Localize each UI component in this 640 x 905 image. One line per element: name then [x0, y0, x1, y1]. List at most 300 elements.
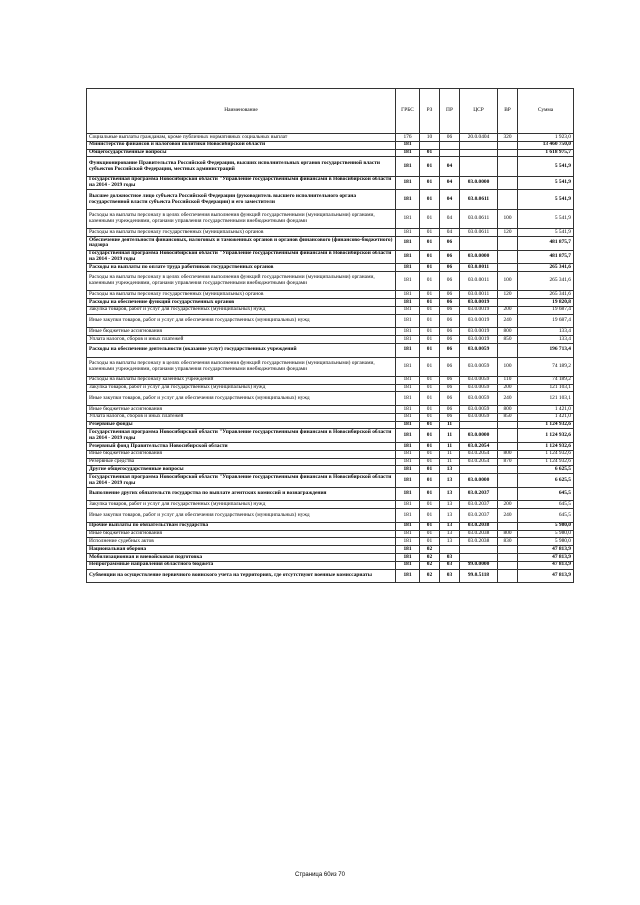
- table-row: [87, 190, 574, 209]
- cell-rz: 01: [420, 450, 440, 458]
- cell-sum: 5 980,0: [518, 522, 574, 530]
- cell-pr: 13: [440, 509, 460, 523]
- cell-vr: [498, 264, 518, 272]
- cell-vr: [498, 149, 518, 157]
- cell-sum: 47 813,9: [518, 546, 574, 554]
- cell-pr: 11: [440, 443, 460, 451]
- cell-sum: 121 103,1: [518, 384, 574, 392]
- table-row: [87, 554, 574, 562]
- cell-sum: 1 124 932,6: [518, 450, 574, 458]
- cell-csr: 03.0.0000: [460, 429, 498, 443]
- cell-sum: 133,4: [518, 328, 574, 336]
- cell-rz: 01: [420, 522, 440, 530]
- cell-vr: [498, 443, 518, 451]
- cell-rz: 01: [420, 487, 440, 501]
- cell-rz: 01: [420, 343, 440, 357]
- cell-vr: 320: [498, 134, 518, 142]
- cell-name: Иные бюджетные ассигнования: [87, 530, 396, 538]
- cell-vr: [498, 546, 518, 554]
- cell-grbs: 181: [396, 328, 420, 336]
- cell-vr: [498, 190, 518, 209]
- cell-pr: 13: [440, 466, 460, 474]
- header-grbs: ГРБС: [396, 89, 420, 134]
- cell-rz: 01: [420, 291, 440, 299]
- cell-grbs: 181: [396, 271, 420, 290]
- cell-vr: 850: [498, 336, 518, 344]
- cell-grbs: 181: [396, 466, 420, 474]
- cell-grbs: 181: [396, 522, 420, 530]
- cell-grbs: 181: [396, 149, 420, 157]
- cell-vr: 800: [498, 530, 518, 538]
- cell-grbs: 181: [396, 421, 420, 429]
- cell-csr: 03.0.0011: [460, 291, 498, 299]
- table-row: [87, 450, 574, 458]
- cell-rz: 01: [420, 271, 440, 290]
- cell-grbs: 181: [396, 392, 420, 406]
- cell-sum: 196 713,4: [518, 343, 574, 357]
- cell-vr: [498, 429, 518, 443]
- cell-name: Иные бюджетные ассигнования: [87, 406, 396, 414]
- cell-rz: 01: [420, 149, 440, 157]
- cell-sum: 47 813,9: [518, 561, 574, 569]
- cell-grbs: 181: [396, 157, 420, 176]
- cell-csr: 03.0.2037: [460, 501, 498, 509]
- cell-name: Высшее должностное лицо субъекта Российской Федерации (руководитель высшего исполнительного органа государственной власти субъекта Российской Федерации) и его заместители: [87, 190, 396, 209]
- cell-sum: 19 687,4: [518, 314, 574, 328]
- table-row: [87, 209, 574, 228]
- table-row: [87, 413, 574, 421]
- table-row: [87, 357, 574, 376]
- cell-csr: 03.0.0019: [460, 306, 498, 314]
- cell-vr: [498, 343, 518, 357]
- cell-rz: 01: [420, 229, 440, 237]
- cell-name: Государственная программа Новосибирской области "Управление государственными финансами в Новосибирской области на 2014 - 2019 годы: [87, 176, 396, 190]
- cell-sum: 1 124 932,6: [518, 429, 574, 443]
- cell-pr: 06: [440, 357, 460, 376]
- cell-pr: 04: [440, 157, 460, 176]
- cell-name: Закупка товаров, работ и услуг для государственных (муниципальных) нужд: [87, 501, 396, 509]
- cell-pr: 13: [440, 522, 460, 530]
- cell-pr: 06: [440, 384, 460, 392]
- cell-name: Непрограммные направления областного бюджета: [87, 561, 396, 569]
- cell-csr: 03.0.0059: [460, 392, 498, 406]
- cell-grbs: 176: [396, 134, 420, 142]
- cell-vr: 800: [498, 328, 518, 336]
- cell-pr: 06: [440, 291, 460, 299]
- cell-pr: 13: [440, 501, 460, 509]
- cell-vr: [498, 554, 518, 562]
- cell-pr: 06: [440, 336, 460, 344]
- cell-rz: 01: [420, 429, 440, 443]
- cell-rz: 01: [420, 392, 440, 406]
- cell-csr: [460, 546, 498, 554]
- cell-grbs: 181: [396, 250, 420, 264]
- cell-csr: 03.0.0011: [460, 264, 498, 272]
- cell-rz: 01: [420, 406, 440, 414]
- table-body: [87, 134, 574, 583]
- cell-rz: 01: [420, 384, 440, 392]
- cell-csr: 03.0.0059: [460, 384, 498, 392]
- cell-vr: [498, 176, 518, 190]
- cell-csr: [460, 554, 498, 562]
- cell-pr: 04: [440, 229, 460, 237]
- cell-grbs: 181: [396, 458, 420, 466]
- header-name: Наименование: [87, 89, 396, 134]
- cell-pr: 06: [440, 314, 460, 328]
- cell-rz: 01: [420, 501, 440, 509]
- table-row: [87, 236, 574, 250]
- cell-csr: 20.0.0404: [460, 134, 498, 142]
- cell-sum: 6 625,5: [518, 466, 574, 474]
- header-vr: ВР: [498, 89, 518, 134]
- cell-sum: 121 103,1: [518, 392, 574, 406]
- cell-sum: 265 341,6: [518, 291, 574, 299]
- cell-pr: 06: [440, 134, 460, 142]
- cell-csr: 03.0.2037: [460, 509, 498, 523]
- cell-name: Резервный фонд Правительства Новосибирской области: [87, 443, 396, 451]
- cell-pr: 06: [440, 343, 460, 357]
- header-rz: РЗ: [420, 89, 440, 134]
- cell-sum: 6 625,5: [518, 474, 574, 488]
- cell-grbs: 181: [396, 546, 420, 554]
- cell-grbs: 181: [396, 429, 420, 443]
- cell-name: Прочие выплаты по обязательствам государства: [87, 522, 396, 530]
- cell-rz: 01: [420, 306, 440, 314]
- cell-name: Субвенции на осуществление первичного воинского учета на территориях, где отсутствуют военные комиссариаты: [87, 569, 396, 583]
- table-row: [87, 229, 574, 237]
- cell-rz: 01: [420, 299, 440, 307]
- table-row: [87, 149, 574, 157]
- cell-pr: 11: [440, 421, 460, 429]
- cell-name: Уплата налогов, сборов и иных платежей: [87, 336, 396, 344]
- cell-vr: 120: [498, 291, 518, 299]
- cell-vr: 100: [498, 271, 518, 290]
- cell-pr: 06: [440, 271, 460, 290]
- cell-name: Иные закупки товаров, работ и услуг для обеспечения государственных (муниципальных) нужд: [87, 314, 396, 328]
- cell-vr: 240: [498, 392, 518, 406]
- cell-name: Уплата налогов, сборов и иных платежей: [87, 413, 396, 421]
- table-row: [87, 538, 574, 546]
- cell-vr: 800: [498, 450, 518, 458]
- cell-grbs: 181: [396, 229, 420, 237]
- cell-grbs: 181: [396, 376, 420, 384]
- cell-sum: 74 189,2: [518, 357, 574, 376]
- cell-csr: [460, 236, 498, 250]
- cell-rz: 01: [420, 176, 440, 190]
- cell-rz: 01: [420, 538, 440, 546]
- cell-csr: 03.0.0059: [460, 376, 498, 384]
- table-row: [87, 176, 574, 190]
- table-row: [87, 157, 574, 176]
- cell-csr: 03.0.0611: [460, 229, 498, 237]
- table-row: [87, 421, 574, 429]
- table-row: [87, 569, 574, 583]
- cell-sum: 19 687,4: [518, 306, 574, 314]
- cell-rz: 02: [420, 554, 440, 562]
- cell-name: Социальные выплаты гражданам, кроме публичных нормативных социальных выплат: [87, 134, 396, 142]
- cell-sum: 5 541,9: [518, 209, 574, 228]
- cell-csr: [460, 421, 498, 429]
- cell-vr: [498, 299, 518, 307]
- cell-sum: 47 813,9: [518, 554, 574, 562]
- cell-pr: 06: [440, 406, 460, 414]
- cell-vr: [498, 569, 518, 583]
- cell-name: Закупка товаров, работ и услуг для государственных (муниципальных) нужд: [87, 384, 396, 392]
- cell-vr: 200: [498, 306, 518, 314]
- cell-name: Иные закупки товаров, работ и услуг для обеспечения государственных (муниципальных) нужд: [87, 509, 396, 523]
- cell-sum: 5 980,0: [518, 538, 574, 546]
- cell-csr: 03.0.0019: [460, 314, 498, 328]
- cell-csr: 03.0.0611: [460, 190, 498, 209]
- cell-pr: 13: [440, 474, 460, 488]
- cell-vr: 200: [498, 384, 518, 392]
- cell-rz: 01: [420, 413, 440, 421]
- cell-pr: 04: [440, 190, 460, 209]
- table-row: [87, 384, 574, 392]
- cell-rz: 01: [420, 509, 440, 523]
- cell-rz: 01: [420, 250, 440, 264]
- cell-sum: 13 460 750,0: [518, 141, 574, 149]
- cell-vr: [498, 561, 518, 569]
- cell-rz: 01: [420, 530, 440, 538]
- cell-csr: 03.0.0019: [460, 299, 498, 307]
- cell-vr: 850: [498, 413, 518, 421]
- cell-sum: 74 189,2: [518, 376, 574, 384]
- cell-pr: 03: [440, 569, 460, 583]
- table-row: [87, 271, 574, 290]
- cell-grbs: 181: [396, 264, 420, 272]
- cell-rz: 01: [420, 376, 440, 384]
- cell-name: Функционирование Правительства Российской Федерации, высших исполнительных органов государственной власти субъектов Российской Федерации, местных администраций: [87, 157, 396, 176]
- cell-rz: 01: [420, 209, 440, 228]
- cell-pr: 03: [440, 554, 460, 562]
- cell-name: Расходы на выплаты персоналу казенных учреждений: [87, 376, 396, 384]
- table-row: [87, 458, 574, 466]
- cell-grbs: 181: [396, 343, 420, 357]
- cell-vr: 110: [498, 376, 518, 384]
- cell-name: Резервные средства: [87, 458, 396, 466]
- table-row: [87, 264, 574, 272]
- cell-name: Расходы на обеспечение функций государственных органов: [87, 299, 396, 307]
- cell-sum: 5 541,9: [518, 157, 574, 176]
- table-row: [87, 443, 574, 451]
- cell-csr: 99.0.5118: [460, 569, 498, 583]
- table-row: [87, 546, 574, 554]
- cell-csr: 03.0.0059: [460, 343, 498, 357]
- cell-csr: 03.0.2038: [460, 538, 498, 546]
- table-row: [87, 314, 574, 328]
- cell-name: Министерство финансов и налоговой политики Новосибирской области: [87, 141, 396, 149]
- cell-pr: [440, 546, 460, 554]
- cell-name: Мобилизационная и вневойсковая подготовка: [87, 554, 396, 562]
- cell-rz: 01: [420, 236, 440, 250]
- cell-grbs: 181: [396, 384, 420, 392]
- cell-csr: 03.0.0059: [460, 357, 498, 376]
- cell-sum: 1 124 932,6: [518, 443, 574, 451]
- cell-pr: 04: [440, 209, 460, 228]
- cell-grbs: 181: [396, 413, 420, 421]
- cell-sum: 645,5: [518, 487, 574, 501]
- cell-csr: [460, 157, 498, 176]
- cell-grbs: 181: [396, 336, 420, 344]
- cell-vr: [498, 487, 518, 501]
- cell-grbs: 181: [396, 474, 420, 488]
- table-row: [87, 299, 574, 307]
- cell-name: Расходы на выплаты персоналу в целях обеспечения выполнения функций государственными (муниципальными) органами, казенными учреждениями, органами управления государственными внебюджетными фондами: [87, 209, 396, 228]
- table-row: [87, 306, 574, 314]
- cell-sum: 1 618 975,7: [518, 149, 574, 157]
- cell-rz: 02: [420, 546, 440, 554]
- cell-sum: 1 421,0: [518, 413, 574, 421]
- cell-name: Обеспечение деятельности финансовых, налоговых и таможенных органов и органов финансового (финансово-бюджетного) надзора: [87, 236, 396, 250]
- cell-pr: 11: [440, 458, 460, 466]
- cell-grbs: 181: [396, 236, 420, 250]
- cell-pr: 03: [440, 561, 460, 569]
- cell-vr: [498, 522, 518, 530]
- cell-pr: 06: [440, 392, 460, 406]
- cell-pr: 11: [440, 429, 460, 443]
- table-row: [87, 509, 574, 523]
- cell-sum: 5 541,9: [518, 176, 574, 190]
- cell-pr: [440, 141, 460, 149]
- cell-rz: 01: [420, 466, 440, 474]
- cell-name: Расходы на выплаты персоналу государственных (муниципальных) органов: [87, 229, 396, 237]
- cell-csr: 03.0.0611: [460, 209, 498, 228]
- cell-rz: 01: [420, 443, 440, 451]
- cell-csr: [460, 149, 498, 157]
- cell-csr: 03.0.2038: [460, 530, 498, 538]
- cell-vr: [498, 474, 518, 488]
- cell-sum: 5 541,9: [518, 229, 574, 237]
- cell-pr: 04: [440, 176, 460, 190]
- cell-rz: [420, 141, 440, 149]
- cell-name: Общегосударственные вопросы: [87, 149, 396, 157]
- table-row: [87, 501, 574, 509]
- cell-rz: 01: [420, 474, 440, 488]
- cell-grbs: 181: [396, 357, 420, 376]
- cell-name: Национальная оборона: [87, 546, 396, 554]
- table-row: [87, 487, 574, 501]
- cell-csr: 03.0.0000: [460, 474, 498, 488]
- cell-sum: 481 875,7: [518, 250, 574, 264]
- cell-name: Расходы на выплаты по оплате труда работников государственных органов: [87, 264, 396, 272]
- table-row: [87, 291, 574, 299]
- cell-rz: 01: [420, 458, 440, 466]
- cell-vr: 800: [498, 406, 518, 414]
- cell-name: Закупка товаров, работ и услуг для государственных (муниципальных) нужд: [87, 306, 396, 314]
- cell-rz: 01: [420, 357, 440, 376]
- cell-grbs: 181: [396, 306, 420, 314]
- header-csr: ЦСР: [460, 89, 498, 134]
- cell-name: Расходы на выплаты персоналу в целях обеспечения выполнения функций государственными (муниципальными) органами, казенными учреждениями, органами управления государственными внебюджетными фондами: [87, 357, 396, 376]
- cell-sum: 481 875,7: [518, 236, 574, 250]
- cell-sum: 265 341,6: [518, 271, 574, 290]
- cell-csr: 99.0.0000: [460, 561, 498, 569]
- cell-pr: 06: [440, 250, 460, 264]
- cell-csr: 03.0.0000: [460, 176, 498, 190]
- cell-grbs: 181: [396, 190, 420, 209]
- cell-vr: [498, 466, 518, 474]
- cell-name: Государственная программа Новосибирской области "Управление государственными финансами в Новосибирской области на 2014 - 2019 годы: [87, 429, 396, 443]
- cell-sum: 5 541,9: [518, 190, 574, 209]
- cell-vr: 240: [498, 509, 518, 523]
- cell-name: Государственная программа Новосибирской области "Управление государственными финансами в Новосибирской области на 2014 - 2019 годы: [87, 250, 396, 264]
- table-row: [87, 343, 574, 357]
- cell-rz: 01: [420, 328, 440, 336]
- cell-rz: 01: [420, 336, 440, 344]
- table-row: [87, 466, 574, 474]
- table-row: [87, 376, 574, 384]
- cell-vr: [498, 421, 518, 429]
- cell-csr: [460, 141, 498, 149]
- cell-pr: 06: [440, 306, 460, 314]
- cell-pr: 06: [440, 413, 460, 421]
- cell-vr: [498, 157, 518, 176]
- table-row: [87, 328, 574, 336]
- cell-grbs: 181: [396, 299, 420, 307]
- cell-sum: 265 341,6: [518, 264, 574, 272]
- cell-name: Исполнение судебных актов: [87, 538, 396, 546]
- table-row: [87, 522, 574, 530]
- cell-sum: 1 421,0: [518, 406, 574, 414]
- cell-grbs: 181: [396, 209, 420, 228]
- table-row: [87, 141, 574, 149]
- page-footer: Страница 60из 70: [295, 872, 345, 878]
- cell-grbs: 181: [396, 450, 420, 458]
- cell-name: Выполнение других обязательств государства по выплате агентских комиссий и вознаграждения: [87, 487, 396, 501]
- cell-sum: 1 124 932,6: [518, 458, 574, 466]
- cell-sum: 1 124 932,6: [518, 421, 574, 429]
- cell-vr: [498, 250, 518, 264]
- table-row: [87, 392, 574, 406]
- cell-csr: 03.0.2054: [460, 458, 498, 466]
- cell-name: Иные бюджетные ассигнования: [87, 328, 396, 336]
- cell-pr: 13: [440, 530, 460, 538]
- cell-csr: 03.0.0019: [460, 336, 498, 344]
- cell-grbs: 181: [396, 501, 420, 509]
- cell-grbs: 181: [396, 443, 420, 451]
- cell-grbs: 181: [396, 561, 420, 569]
- cell-csr: 03.0.0019: [460, 328, 498, 336]
- cell-vr: 240: [498, 314, 518, 328]
- table-row: [87, 530, 574, 538]
- cell-vr: 870: [498, 458, 518, 466]
- cell-vr: 830: [498, 538, 518, 546]
- cell-rz: 02: [420, 561, 440, 569]
- cell-csr: 03.0.2054: [460, 450, 498, 458]
- table-row: [87, 134, 574, 142]
- cell-grbs: 181: [396, 569, 420, 583]
- cell-pr: 06: [440, 299, 460, 307]
- cell-pr: 11: [440, 450, 460, 458]
- cell-csr: 03.0.2054: [460, 443, 498, 451]
- cell-vr: 100: [498, 209, 518, 228]
- table-header-row: [87, 89, 574, 134]
- table-row: [87, 250, 574, 264]
- cell-grbs: 181: [396, 291, 420, 299]
- cell-rz: 01: [420, 421, 440, 429]
- cell-sum: 645,5: [518, 509, 574, 523]
- cell-grbs: 181: [396, 509, 420, 523]
- cell-pr: 06: [440, 328, 460, 336]
- cell-rz: 02: [420, 569, 440, 583]
- cell-grbs: 181: [396, 176, 420, 190]
- cell-rz: 01: [420, 264, 440, 272]
- cell-name: Резервные фонды: [87, 421, 396, 429]
- cell-vr: 120: [498, 229, 518, 237]
- cell-rz: 01: [420, 190, 440, 209]
- cell-sum: 645,5: [518, 501, 574, 509]
